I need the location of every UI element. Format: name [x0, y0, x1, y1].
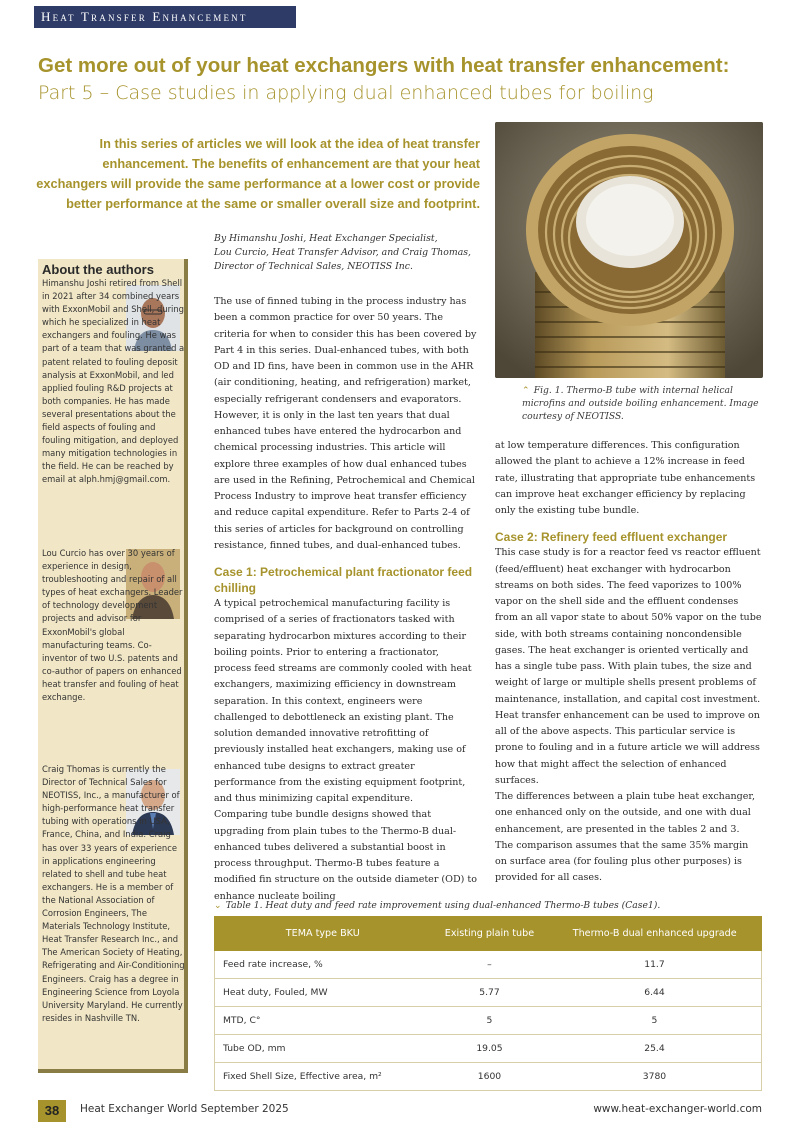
table1 — [214, 916, 762, 1091]
table-cell: MTD, C° — [215, 1007, 432, 1035]
table1-caption-text: Table 1. Heat duty and feed rate improvement using dual-enhanced Thermo-B tubes (Case1). — [225, 900, 661, 911]
case2-heading: Case 2: Refinery feed effluent exchanger — [495, 530, 728, 545]
table-row — [215, 1035, 762, 1063]
bio-thomas: Craig Thomas is currently the Director of Technical Sales for NEOTISS, Inc., a manufacturer of high-performance heat transfer tubing with operations in USA, France, China, and India. Craig has over 33 years of experience in applications engineering related to shell and tube heat exchangers. He is a member of the National Association of Corrosion Engineers, The Materials Technology Institute, Heat Transfer Research Inc., and The American Society of Heating, Refrigerating and Air-Conditioning Engineers. Craig has a degree in Engineering Science from Loyola University Maryland. He currently resides in Nashville TN. — [42, 764, 185, 1023]
fig1-caption — [522, 384, 772, 423]
byline — [214, 232, 476, 275]
table-cell: 1600 — [431, 1063, 548, 1091]
chevron-up-icon: ⌃ — [522, 385, 530, 396]
table-cell: 3780 — [548, 1063, 762, 1091]
about-authors-box — [38, 259, 188, 1073]
section-label: Heat Transfer Enhancement — [41, 9, 248, 24]
table-header-cell: Thermo-B dual enhanced upgrade — [548, 917, 762, 951]
case1-heading: Case 1: Petrochemical plant fractionator feed chilling — [214, 565, 473, 595]
table-row — [215, 951, 762, 979]
footer-website-link[interactable]: www.heat-exchanger-world.com — [593, 1103, 762, 1115]
intro-paragraph: The use of finned tubing in the process industry has been a common practice for over 50 years. The criteria for when to consider this has been covered by Part 4 in this series. Dual-enhanced tubes, with both OD and ID fins, have been in common use in the AHR (air conditioning, heating, and refrigeration) market, especially refrigerant condensers and evaporators. However, it is only in the last ten years that dual enhanced tubes have entered the hydrocarbon and chemical processing industries. This article will explore three examples of how dual enhanced tubes are used in the Refining, Petrochemical and Chemical Process Industry to improve heat transfer efficiency and reduce capital expenditure. Refer to Parts 2-4 of this series of articles for background on controlling resistance, finned tubes, and dual-enhanced tubes. — [214, 296, 477, 551]
table-row — [215, 979, 762, 1007]
table-cell: 19.05 — [431, 1035, 548, 1063]
table-row — [215, 1007, 762, 1035]
table-cell: 25.4 — [548, 1035, 762, 1063]
article-subtitle: Part 5 – Case studies in applying dual enhanced tubes for boiling — [38, 82, 654, 104]
table-header-cell: Existing plain tube — [431, 917, 548, 951]
table-cell: 6.44 — [548, 979, 762, 1007]
bio-joshi: Himanshu Joshi retired from Shell in 2021 after 34 combined years with ExxonMobil and Shell, during which he specialized in heat exchangers and fouling. He was part of a team that was granted a patent related to fouling deposit analysis at ExxonMobil, and led applied fouling R&D projects at both companies. He has made several presentations about the field aspects of fouling and fouling mitigation, and deployed many mitigation technologies in the field. He can be reached by email at alph.hmj@gmail.com. — [42, 278, 185, 485]
table-cell: 5.77 — [431, 979, 548, 1007]
fig1-tube-photo — [495, 122, 763, 378]
table-cell: Fixed Shell Size, Effective area, m² — [215, 1063, 432, 1091]
bio-curcio: Lou Curcio has over 30 years of experience in design, troubleshooting and repair of all types of heat exchangers. Leader of technology development projects and advisor for ExxonMobil's global manufacturing teams. Co-inventor of two U.S. patents and co-author of papers on enhanced heat transfer and fouling of heat exchange. — [42, 548, 183, 703]
table1-caption — [214, 900, 774, 911]
body-column-left — [214, 294, 478, 905]
section-banner — [34, 6, 296, 28]
footer-publication: Heat Exchanger World September 2025 — [80, 1103, 289, 1115]
table-cell: 5 — [431, 1007, 548, 1035]
table-cell: Tube OD, mm — [215, 1035, 432, 1063]
case2-paragraph-2: The differences between a plain tube heat exchanger, one enhanced only on the outside, and one with dual enhancement, are presented in the tables 2 and 3. — [495, 791, 755, 835]
case2-paragraph-3: The comparison assumes that the same 35% margin on surface area (for fouling plus other purposes) is provided for all cases. — [495, 839, 749, 884]
table-row — [215, 1063, 762, 1091]
body-column-right — [495, 438, 763, 887]
byline-line-1: By Himanshu Joshi, Heat Exchanger Specialist, — [214, 233, 438, 244]
case1-paragraph-2: Comparing tube bundle designs showed that upgrading from plain tubes to the Thermo-B dual-enhanced tubes delivered a substantial boost in process throughput. Thermo-B tubes feature a modified fin structure on the outside diameter (OD) to enhance nucleate boiling — [214, 809, 477, 902]
page-number: 38 — [38, 1100, 66, 1122]
table-cell: – — [431, 951, 548, 979]
byline-line-3: Director of Technical Sales, NEOTISS Inc. — [214, 261, 413, 273]
table-cell: 11.7 — [548, 951, 762, 979]
case1-paragraph-3: at low temperature differences. This configuration allowed the plant to achieve a 12% increase in feed rate, illustrating that appropriate tube enhancements can improve heat exchanger efficiency by replacing only the existing tube bundle. — [495, 440, 756, 516]
table-header-cell: TEMA type BKU — [215, 917, 432, 951]
byline-line-2: Lou Curcio, Heat Transfer Advisor, and Craig Thomas, — [214, 247, 471, 259]
table-cell: 5 — [548, 1007, 762, 1035]
chevron-down-icon: ⌄ — [214, 900, 222, 911]
case2-paragraph-1: This case study is for a reactor feed vs reactor effluent (feed/effluent) heat exchanger with hydrocarbon streams on both sides. The feed vaporizes to 100% vapor on the shell side and the effluent condenses from an all vapor state to about 50% vapor on the tube side, with both streams containing noncondensible gases. The heat exchanger is oriented vertically and has a single tube pass. With plain tubes, the size and weight of large or multiple shells present problems of maintenance, installation, and capital cost investment. Heat transfer enhancement can be used to improve on all of the above aspects. This particular service is prone to fouling and in a future article we will address how that might affect the selection of enhanced surfaces. — [495, 547, 762, 786]
article-intro: In this series of articles we will look at the idea of heat transfer enhancement. The benefits of enhancement are that your heat exchangers will provide the same performance at a lower cost or provide better performance at the same or smaller overall size and footprint. — [36, 136, 480, 211]
authors-heading: About the authors — [42, 262, 154, 277]
table-cell: Heat duty, Fouled, MW — [215, 979, 432, 1007]
fig1-caption-text: Fig. 1. Thermo-B tube with internal helical microfins and outside boiling enhancement. Image courtesy of NEOTISS. — [522, 385, 759, 422]
table-cell: Feed rate increase, % — [215, 951, 432, 979]
article-title: Get more out of your heat exchangers with heat transfer enhancement: — [38, 54, 730, 77]
table-header-row — [215, 917, 762, 951]
case1-paragraph-1: A typical petrochemical manufacturing facility is comprised of a series of fractionators tasked with separating hydrocarbon mixtures according to their boiling points. Prior to entering a fractionator, process feed streams are commonly cooled with heat exchangers, maximizing efficiency in downstream separation. In this context, engineers were challenged to debottleneck an existing plant. The solution demanded innovative retrofitting of previously installed heat exchangers, making use of enhanced tube designs to extract greater performance from the existing equipment footprint, and thus minimizing capital expenditure. — [214, 598, 472, 804]
